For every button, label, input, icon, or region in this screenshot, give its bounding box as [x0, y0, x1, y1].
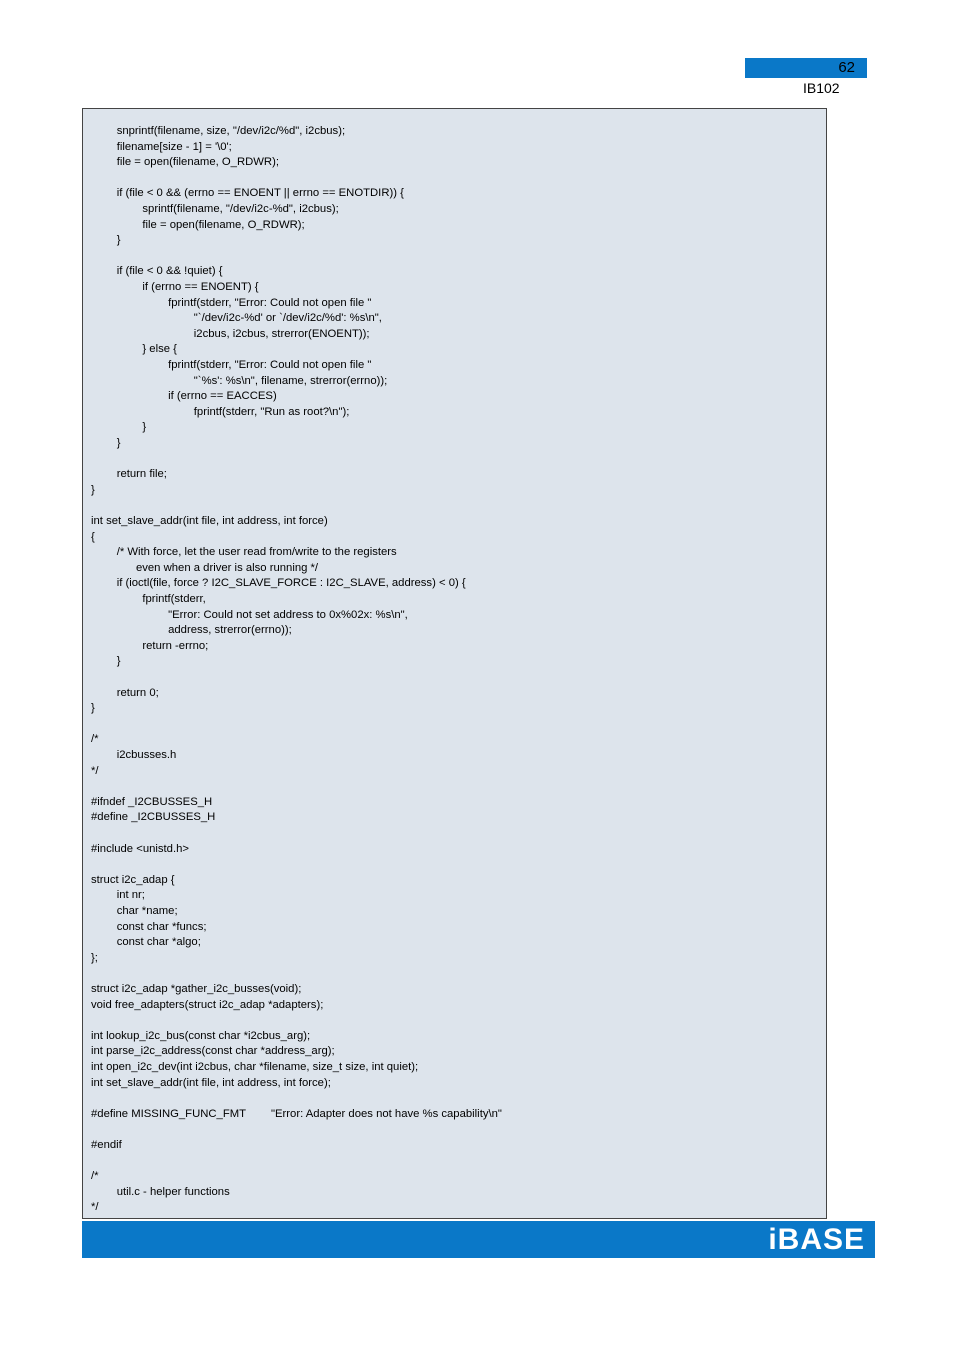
- code-line: #endif: [91, 1139, 122, 1151]
- code-line: /*: [91, 1170, 99, 1183]
- page-number: 62: [838, 59, 855, 76]
- code-line: file = open(filename, O_RDWR);: [116, 156, 279, 169]
- code-line: #include <unistd.h>: [91, 842, 189, 855]
- code-line: "Error: Could not set address to 0x%02x: %s\n",: [168, 608, 408, 621]
- code-line: }: [142, 421, 147, 434]
- code-line: if (ioctl(file, force ? I2C_SLAVE_FORCE : I2C_SLAVE, address) < 0) {: [116, 577, 466, 590]
- code-line: const char *algo;: [116, 936, 201, 949]
- code-line: filename[size - 1] = '\0';: [116, 140, 232, 153]
- ibase-logo: iBASE: [768, 1223, 865, 1256]
- code-line: i2cbus, i2cbus, strerror(ENOENT));: [193, 327, 370, 340]
- footer-bar: [82, 1221, 875, 1258]
- code-line: return file;: [116, 468, 167, 481]
- code-line: /*: [91, 733, 99, 746]
- code-line: int nr;: [116, 889, 145, 902]
- code-line: /* With force, let the user read from/write to the registers: [116, 546, 397, 559]
- model-name: IB102: [803, 80, 840, 96]
- code-line: int set_slave_addr(int file, int address, int force);: [91, 1076, 331, 1089]
- code-line: fprintf(stderr, "Error: Could not open file ": [168, 359, 372, 371]
- code-line: int set_slave_addr(int file, int address, int force): [91, 515, 328, 527]
- code-line: char *name;: [116, 905, 178, 917]
- code-line: #define _I2CBUSSES_H: [91, 811, 216, 824]
- code-line: sprintf(filename, "/dev/i2c-%d", i2cbus);: [142, 203, 339, 215]
- code-line: #define MISSING_FUNC_FMT "Error: Adapter does not have %s capability\n": [91, 1107, 502, 1120]
- code-line: address, strerror(errno));: [168, 624, 292, 637]
- code-line: even when a driver is also running */: [135, 561, 319, 574]
- code-line: */: [91, 1201, 99, 1214]
- code-line: } else {: [142, 343, 177, 356]
- code-line: if (errno == EACCES): [168, 390, 277, 403]
- code-line: if (file < 0 && (errno == ENOENT || errno == ENOTDIR)) {: [116, 187, 404, 200]
- code-line: const char *funcs;: [116, 920, 207, 933]
- code-line: {: [91, 530, 95, 543]
- code-line: struct i2c_adap *gather_i2c_busses(void);: [91, 983, 302, 995]
- code-line: void free_adapters(struct i2c_adap *adapters);: [91, 998, 324, 1011]
- code-line: file = open(filename, O_RDWR);: [142, 218, 305, 231]
- code-line: util.c - helper functions: [116, 1185, 230, 1198]
- code-line: int open_i2c_dev(int i2cbus, char *filename, size_t size, int quiet);: [91, 1061, 419, 1073]
- code-listing-box: [82, 108, 827, 1219]
- code-line: };: [91, 951, 98, 964]
- code-line: fprintf(stderr,: [142, 593, 206, 605]
- code-line: "`%s': %s\n", filename, strerror(errno));: [193, 374, 388, 387]
- code-line: int parse_i2c_address(const char *address_arg);: [91, 1045, 335, 1058]
- code-line: */: [91, 764, 99, 777]
- code-line: if (errno == ENOENT) {: [142, 281, 259, 293]
- code-line: }: [116, 234, 121, 247]
- code-line: return -errno;: [142, 639, 209, 652]
- code-line: int lookup_i2c_bus(const char *i2cbus_arg);: [91, 1029, 311, 1042]
- code-line: fprintf(stderr, "Error: Could not open file ": [168, 296, 372, 309]
- page-number-badge: [745, 58, 867, 78]
- code-line: i2cbusses.h: [116, 749, 177, 761]
- code-line: if (file < 0 && !quiet) {: [116, 265, 223, 278]
- code-line: }: [116, 655, 121, 668]
- code-line: fprintf(stderr, "Run as root?\n");: [193, 405, 350, 418]
- code-line: #ifndef _I2CBUSSES_H: [91, 795, 213, 808]
- code-line: snprintf(filename, size, "/dev/i2c/%d", i2cbus);: [116, 125, 346, 137]
- code-line: }: [91, 702, 95, 715]
- code-line: }: [91, 483, 95, 496]
- code-line: struct i2c_adap {: [91, 873, 175, 886]
- code-line: "`/dev/i2c-%d' or `/dev/i2c/%d': %s\n",: [193, 312, 382, 325]
- code-line: }: [116, 437, 121, 449]
- code-line: return 0;: [116, 686, 159, 699]
